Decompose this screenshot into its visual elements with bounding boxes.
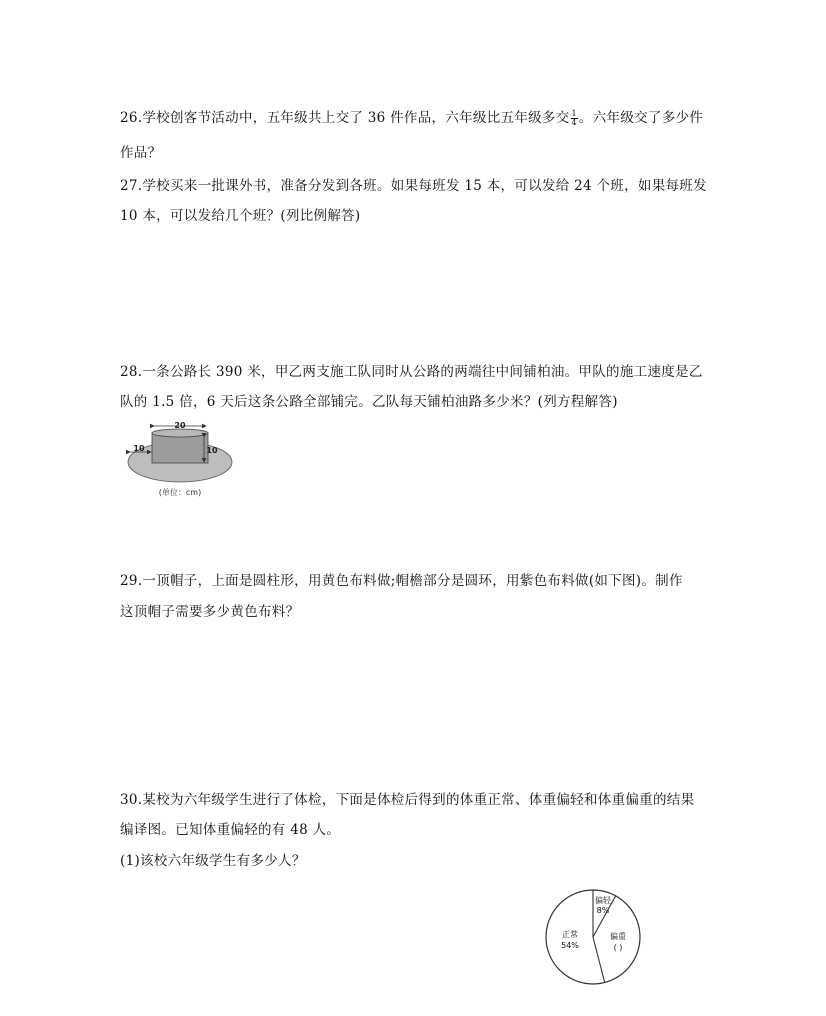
dim-left-label: 10 <box>133 444 145 453</box>
q26-line2: 作品？ <box>120 145 162 161</box>
hat-unit-label: (单位：cm) <box>158 488 202 497</box>
q26-text-pre: 26.学校创客节活动中，五年级共上交了 36 件作品，六年级比五年级多交 <box>120 110 570 126</box>
dim-top-label: 20 <box>174 421 186 430</box>
q26-text-post: 。六年级交了多少件 <box>578 110 704 126</box>
q26-line1 <box>120 108 703 128</box>
q30-line2: 编译图。已知体重偏轻的有 48 人。 <box>120 822 341 838</box>
pie-pct-heavy: ( ) <box>613 943 623 952</box>
pie-label-heavy: 偏重 <box>610 932 626 941</box>
q29-line1: 29.一顶帽子，上面是圆柱形，用黄色布料做;帽檐部分是圆环，用紫色布料做(如下图)。制作 <box>120 573 683 589</box>
q26-fraction-numerator: 1 <box>571 109 577 118</box>
pie-label-normal: 正常 <box>562 930 578 939</box>
q30-line1: 30.某校为六年级学生进行了体检，下面是体检后得到的体重正常、体重偏轻和体重偏重的结果 <box>120 792 695 808</box>
pie-pct-normal: 54% <box>561 941 579 950</box>
q30-sub1: (1)该校六年级学生有多少人？ <box>120 853 306 869</box>
pie-chart <box>540 884 646 990</box>
hat-crown <box>152 433 208 463</box>
hat-figure <box>124 420 236 500</box>
q27-line1: 27.学校买来一批课外书，准备分发到各班。如果每班发 15 本，可以发给 24 个班，如果每班发 <box>120 178 707 194</box>
q26-fraction <box>571 110 578 127</box>
q26-fraction-denominator: 4 <box>571 118 577 127</box>
pie-label-light: 偏轻 <box>595 896 611 905</box>
q27-line2: 10 本，可以发给几个班？(列比例解答) <box>120 208 361 224</box>
q29-line2: 这顶帽子需要多少黄色布料？ <box>120 604 300 620</box>
dim-right-label: 10 <box>206 446 218 455</box>
pie-pct-light: 8% <box>596 906 610 915</box>
q28-line2: 队的 1.5 倍，6 天后这条公路全部铺完。乙队每天铺柏油路多少米？(列方程解答) <box>120 394 618 410</box>
q28-line1: 28.一条公路长 390 米，甲乙两支施工队同时从公路的两端往中间铺柏油。甲队的施工速度是乙 <box>120 364 703 380</box>
hat-crown-top <box>152 429 208 437</box>
